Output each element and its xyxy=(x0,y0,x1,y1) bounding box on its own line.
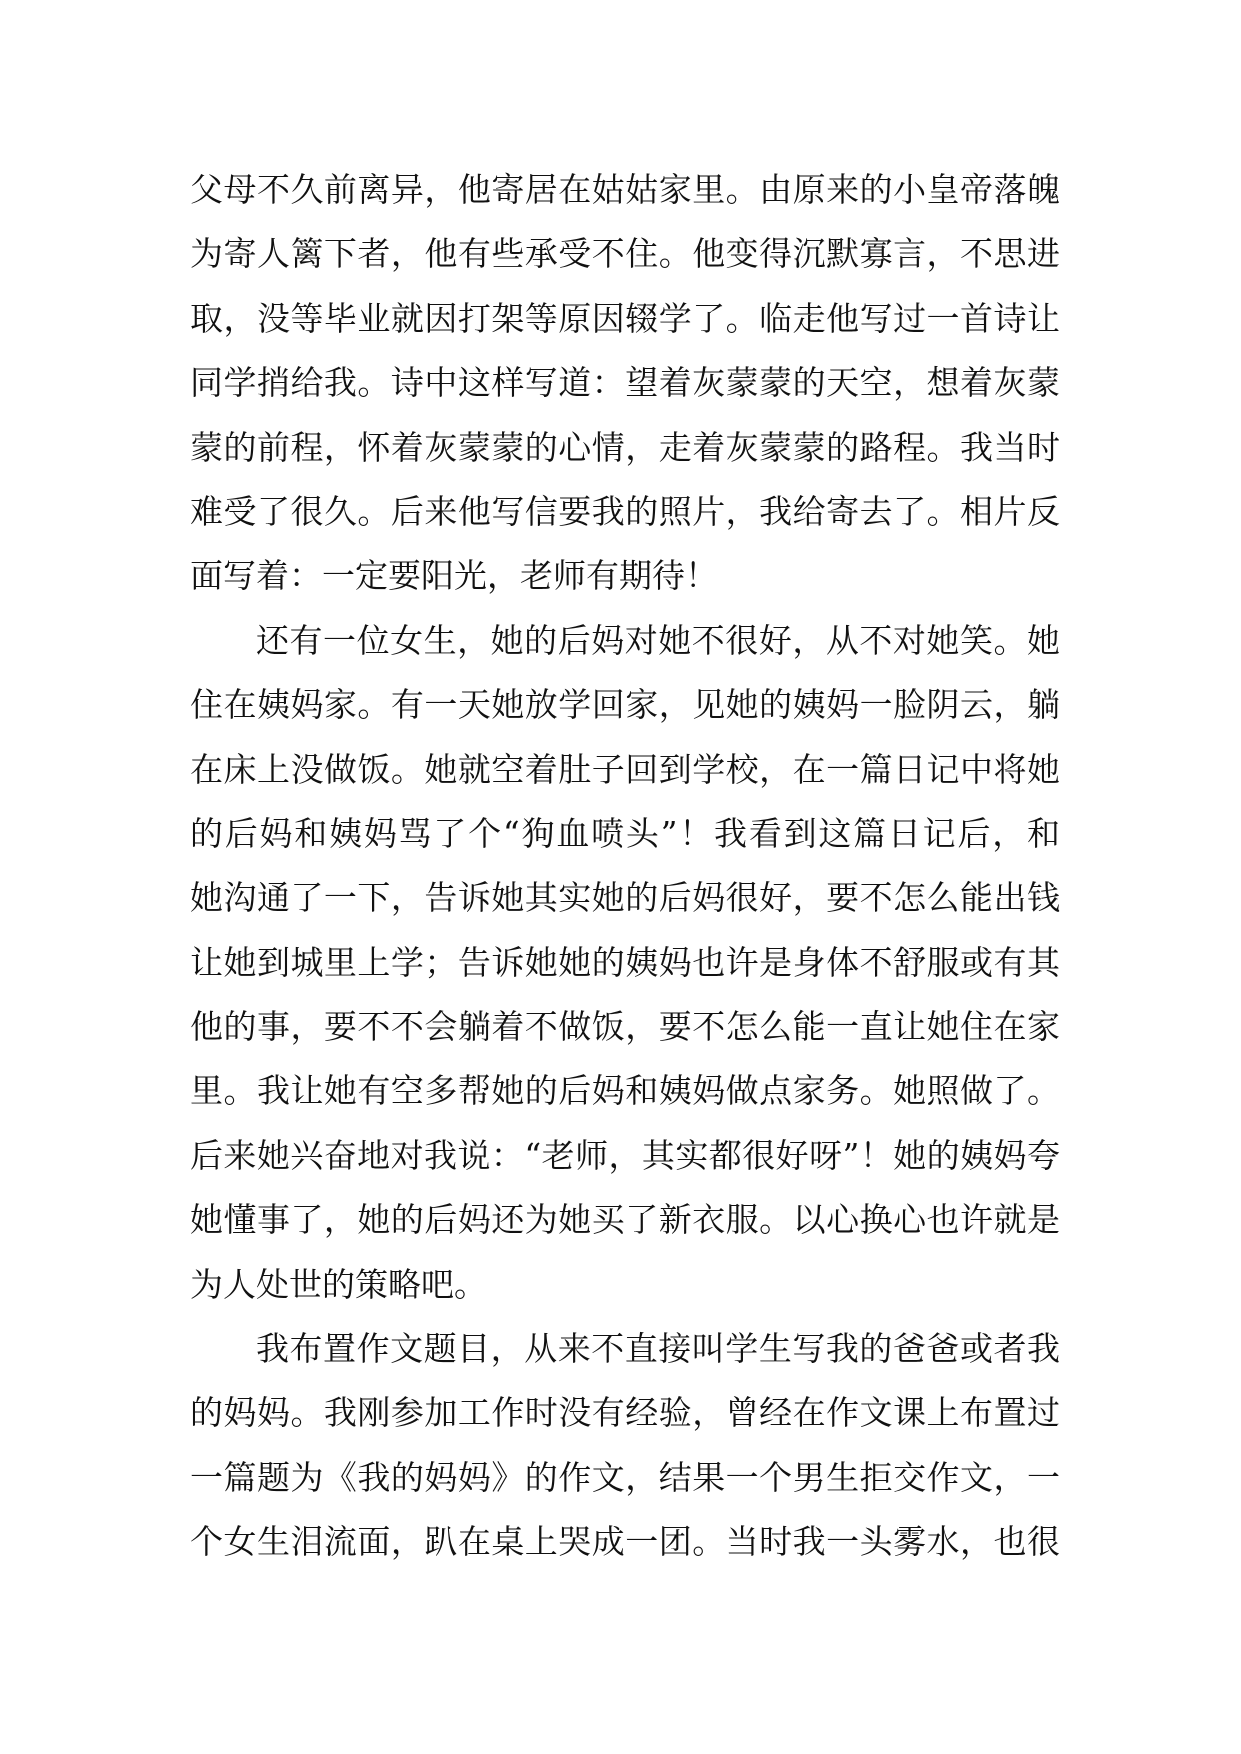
text-line: 为寄人篱下者，他有些承受不住。他变得沉默寡言，不思进 xyxy=(190,234,1060,274)
text-line: 同学捎给我。诗中这样写道：望着灰蒙蒙的天空，想着灰蒙 xyxy=(190,363,1060,403)
text-line: 我布置作文题目，从来不直接叫学生写我的爸爸或者我 xyxy=(256,1329,1060,1369)
text-line: 蒙的前程，怀着灰蒙蒙的心情，走着灰蒙蒙的路程。我当时 xyxy=(190,427,1060,467)
text-line: 后来她兴奋地对我说：“老师，其实都很好呀”！她的姨妈夸 xyxy=(190,1135,1060,1175)
text-line: 里。我让她有空多帮她的后妈和姨妈做点家务。她照做了。 xyxy=(190,1071,1060,1111)
text-line: 住在姨妈家。有一天她放学回家，见她的姨妈一脸阴云，躺 xyxy=(190,685,1060,725)
text-line: 父母不久前离异，他寄居在姑姑家里。由原来的小皇帝落魄 xyxy=(190,170,1060,209)
text-line: 还有一位女生，她的后妈对她不很好，从不对她笑。她 xyxy=(256,620,1060,660)
paragraph-1 xyxy=(190,158,1060,609)
text-line: 的妈妈。我刚参加工作时没有经验，曾经在作文课上布置过 xyxy=(190,1393,1060,1433)
text-line: 取，没等毕业就因打架等原因辍学了。临走他写过一首诗让 xyxy=(190,298,1060,338)
text-line: 他的事，要不不会躺着不做饭，要不怎么能一直让她住在家 xyxy=(190,1007,1060,1047)
paragraph-2 xyxy=(190,609,1060,1317)
text-line: 面写着：一定要阳光，老师有期待！ xyxy=(190,556,718,596)
paragraph-3 xyxy=(190,1317,1060,1575)
text-line: 个女生泪流面，趴在桌上哭成一团。当时我一头雾水，也很 xyxy=(190,1522,1060,1562)
text-line: 难受了很久。后来他写信要我的照片，我给寄去了。相片反 xyxy=(190,491,1060,531)
text-line: 一篇题为《我的妈妈》的作文，结果一个男生拒交作文，一 xyxy=(190,1457,1060,1497)
text-line: 的后妈和姨妈骂了个“狗血喷头”！我看到这篇日记后，和 xyxy=(190,813,1060,853)
text-line: 她懂事了，她的后妈还为她买了新衣服。以心换心也许就是 xyxy=(190,1200,1060,1240)
text-line: 让她到城里上学；告诉她她的姨妈也许是身体不舒服或有其 xyxy=(190,942,1060,982)
text-line: 为人处世的策略吧。 xyxy=(190,1264,487,1304)
text-line: 在床上没做饭。她就空着肚子回到学校，在一篇日记中将她 xyxy=(190,749,1060,789)
text-line: 她沟通了一下，告诉她其实她的后妈很好，要不怎么能出钱 xyxy=(190,878,1060,918)
body-text xyxy=(190,158,1060,1575)
